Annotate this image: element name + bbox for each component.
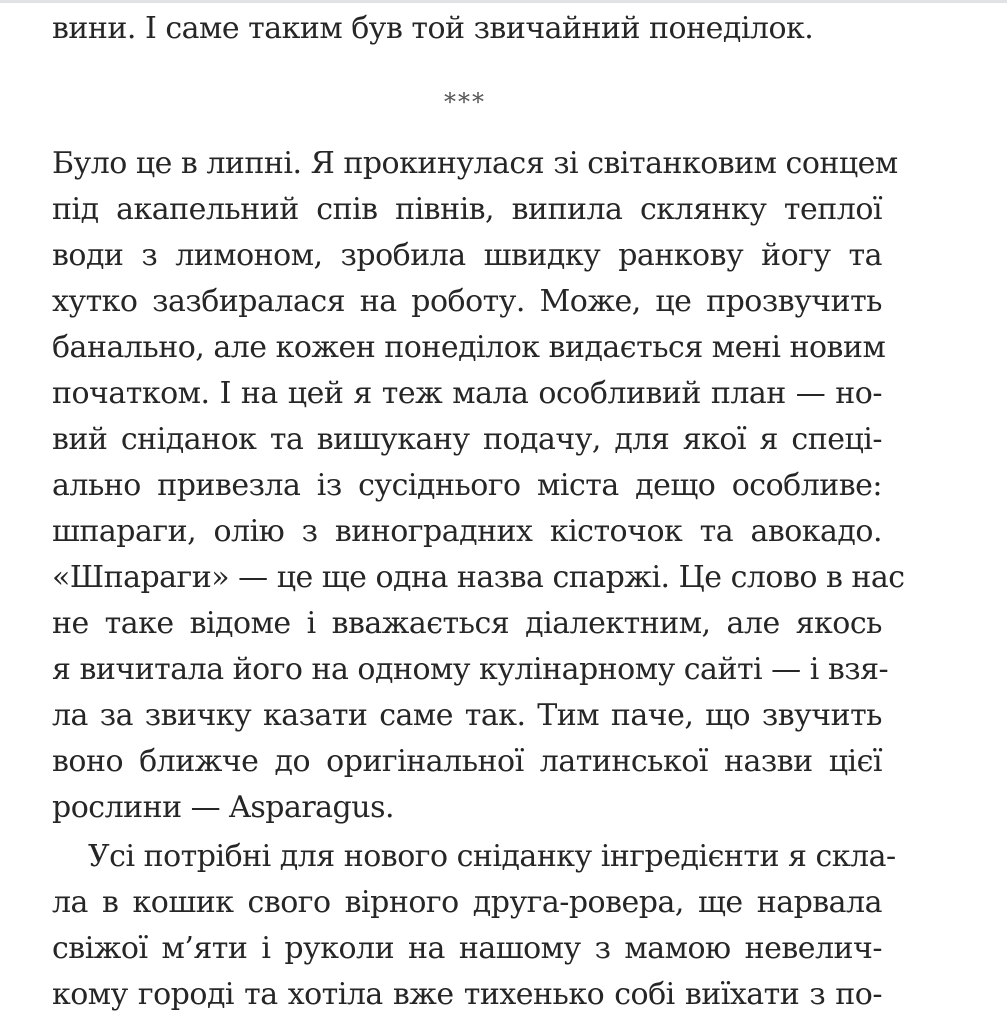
text-line: Було це в липні. Я прокинулася зі світанковим сонцем	[52, 146, 898, 181]
text-line: ально привезла із сусіднього міста дещо особливе:	[52, 468, 882, 503]
text-line: не таке відоме і вважається діалектним, але якось	[52, 606, 882, 641]
text-line: шпараги, олію з виноградних кісточок та авокадо.	[52, 514, 882, 549]
text-line: хутко зазбиралася на роботу. Може, це прозвучить	[52, 284, 882, 319]
text-line: вини. І саме таким був той звичайний понеділок.	[52, 11, 814, 46]
text-line: вий сніданок та вишукану подачу, для якої я спеці-	[52, 422, 882, 457]
text-line: я вичитала його на одному кулінарному сайті — і взя-	[52, 652, 889, 687]
text-line: початком. І на цей я теж мала особливий план — но-	[52, 376, 882, 411]
text-line: ла за звичку казати саме так. Тим паче, що звучить	[52, 698, 882, 733]
text-line: свіжої м’яти і руколи на нашому з мамою невелич-	[52, 931, 882, 966]
text-line: воно ближче до оригінальної латинської назви цієї	[52, 744, 882, 779]
section-separator: ***	[444, 88, 486, 116]
text-line: під акапельний спів півнів, випила склянку теплої	[52, 192, 882, 227]
text-line: ла в кошик свого вірного друга-ровера, ще нарвала	[52, 885, 882, 920]
text-line: кому городі та хотіла вже тихенько собі виїхати з по-	[52, 977, 882, 1012]
text-line: Усі потрібні для нового сніданку інгредієнти я скла-	[88, 839, 896, 874]
text-line: рослини — Asparagus.	[52, 790, 395, 825]
text-line: води з лимоном, зробила швидку ранкову йогу та	[52, 238, 882, 273]
text-line: банально, але кожен понеділок видається мені новим	[52, 330, 886, 365]
text-line: «Шпараги» — це ще одна назва спаржі. Це слово в нас	[52, 560, 905, 595]
